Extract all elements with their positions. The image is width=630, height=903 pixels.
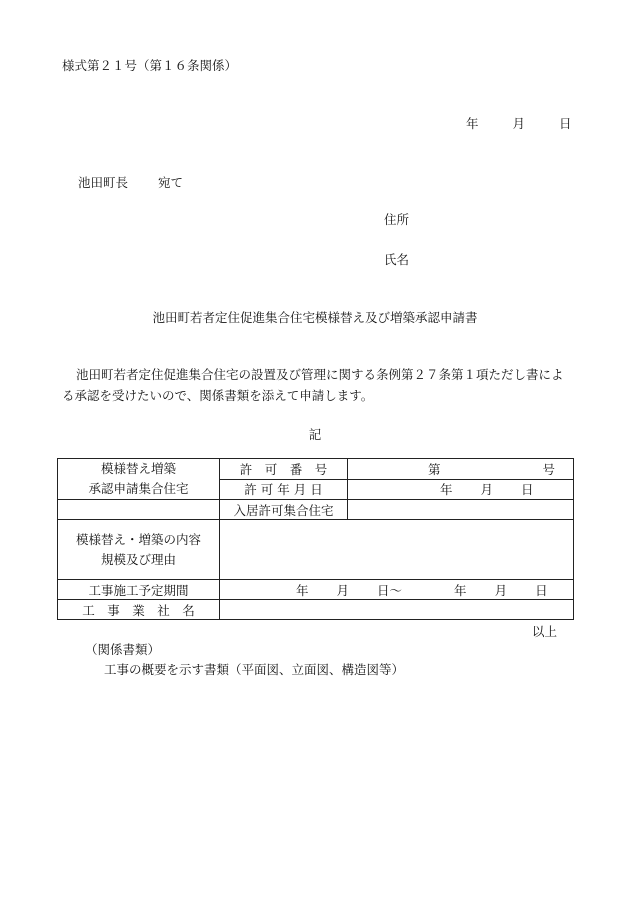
table-row — [58, 459, 574, 480]
empty-cell — [58, 500, 220, 520]
permit-number-label: 許 可 番 号 — [220, 459, 348, 480]
permit-number-prefix: 第 — [428, 461, 441, 477]
content-value[interactable] — [220, 520, 574, 580]
resident-housing-label: 入居許可集合住宅 — [220, 500, 348, 520]
permit-number-suffix: 号 — [542, 461, 556, 477]
date-line — [466, 114, 571, 132]
permit-date-month: 月 — [480, 482, 494, 498]
housing-label-line-2: 承認申請集合住宅 — [88, 481, 189, 496]
date-month: 月 — [512, 116, 525, 131]
applicant-name-label: 氏名 — [384, 252, 410, 267]
date-day: 日 — [558, 116, 572, 131]
permit-date-value[interactable] — [348, 479, 574, 500]
period-end-day: 日 — [535, 582, 548, 598]
form-number: 様式第２１号（第１６条関係） — [62, 58, 238, 73]
application-table — [57, 458, 574, 620]
company-value[interactable] — [220, 600, 574, 620]
company-label: 工 事 業 社 名 — [58, 600, 220, 620]
period-value[interactable] — [220, 580, 574, 600]
permit-date-year: 年 — [440, 482, 453, 498]
related-documents-item: 工事の概要を示す書類（平面図、立面図、構造図等） — [104, 662, 405, 677]
document-title: 池田町若者定住促進集合住宅模様替え及び増築承認申請書 — [152, 310, 478, 325]
addressee-suffix: 宛て — [158, 175, 184, 190]
period-start-year: 年 — [296, 582, 309, 598]
table-row — [58, 500, 574, 520]
end-label: 以上 — [532, 624, 558, 639]
permit-number-value[interactable] — [348, 459, 574, 480]
content-label-line-2: 規模及び理由 — [100, 551, 176, 567]
housing-label-line-1: 模様替え増築 — [100, 461, 176, 476]
period-end-year: 年 — [454, 582, 467, 598]
period-end-month: 月 — [494, 582, 508, 598]
date-year: 年 — [466, 116, 479, 131]
table-row — [58, 600, 574, 620]
period-start-day: 日～ — [377, 582, 403, 598]
applicant-address-label: 住所 — [384, 212, 410, 227]
table-row — [58, 520, 574, 580]
ki-heading: 記 — [308, 427, 322, 442]
addressee — [78, 173, 183, 191]
period-start-month: 月 — [336, 582, 350, 598]
body-text: 池田町若者定住促進集合住宅の設置及び管理に関する条例第２７条第１項ただし書による承認を受けたいので、関係書類を添えて申請します。 — [62, 367, 564, 403]
related-documents-heading: （関係書類） — [85, 642, 161, 657]
addressee-name: 池田町長 — [78, 175, 129, 190]
table-row — [58, 580, 574, 600]
permit-date-day: 日 — [521, 482, 534, 498]
housing-label-cell — [58, 459, 220, 500]
period-label: 工事施工予定期間 — [58, 580, 220, 600]
content-label-cell — [58, 520, 220, 580]
resident-housing-value[interactable] — [348, 500, 574, 520]
content-label-line-1: 模様替え・増築の内容 — [75, 531, 201, 547]
permit-date-label: 許 可 年 月 日 — [220, 479, 348, 500]
